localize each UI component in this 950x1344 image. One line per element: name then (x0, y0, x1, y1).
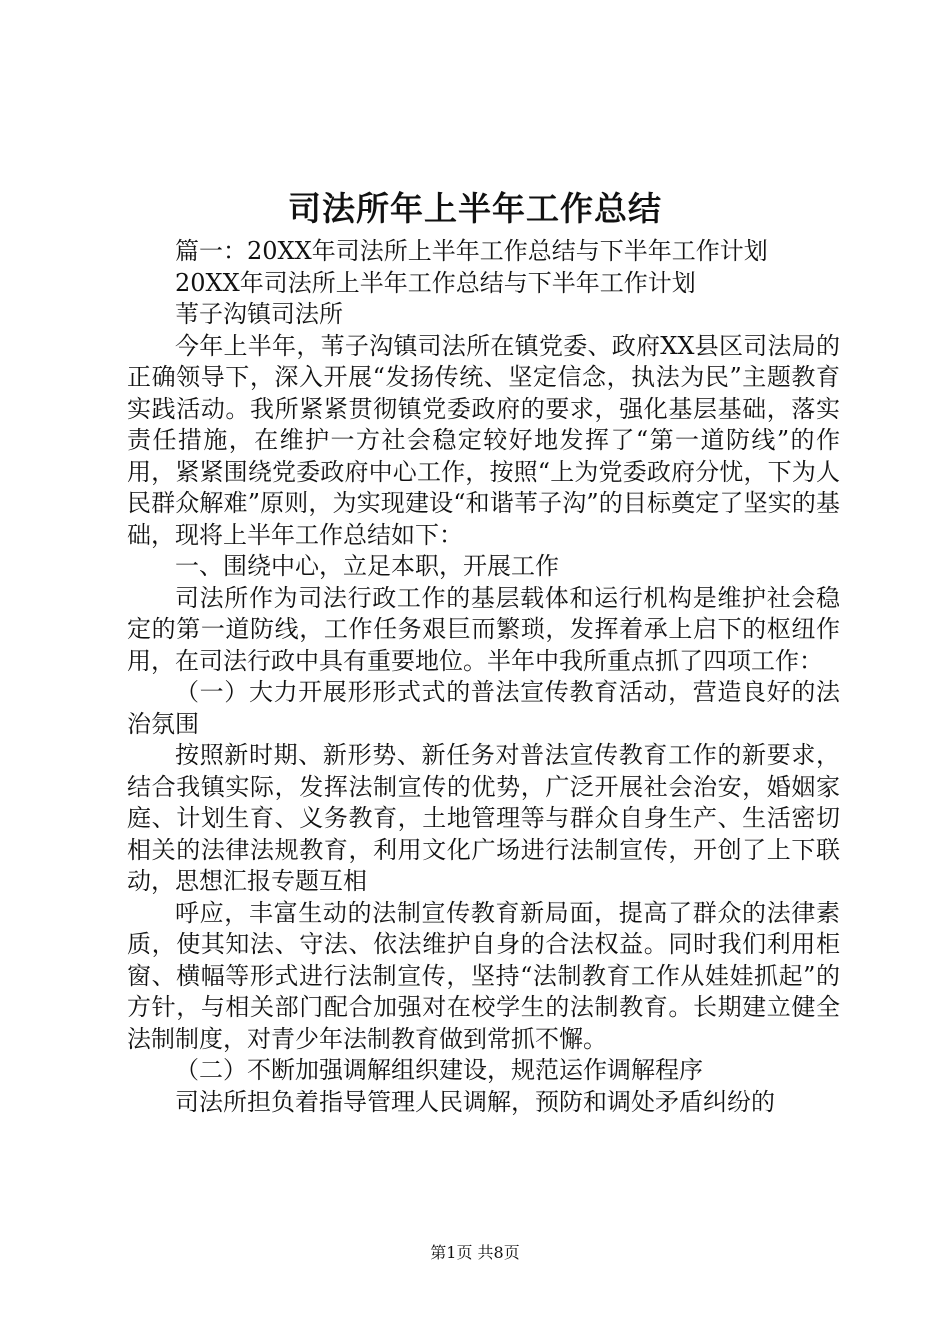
paragraph-legal-education: 按照新时期、新形势、新任务对普法宣传教育工作的新要求，结合我镇实际，发挥法制宣传的优势，广泛开展社会治安，婚姻家庭、计划生育、义务教育，土地管理等与群众自身生产、生活密切相关的法律法规教育，利用文化广场进行法制宣传，开创了上下联动，思想汇报专题互相 (127, 741, 840, 895)
paragraph-legal-education-cont: 呼应，丰富生动的法制宣传教育新局面，提高了群众的法律素质，使其知法、守法、依法维护自身的合法权益。同时我们利用柜窗、横幅等形式进行法制宣传，坚持“法制教育工作从娃娃抓起”的方针，与相关部门配合加强对在校学生的法制教育。长期建立健全法制制度，对青少年法制教育做到常抓不懈。 (127, 898, 840, 1053)
paragraph-section1-intro: 司法所作为司法行政工作的基层载体和运行机构是维护社会稳定的第一道防线，工作任务艰巨而繁琐，发挥着承上启下的枢纽作用，在司法行政中具有重要地位。半年中我所重点抓了四项工作： (127, 583, 840, 675)
document-body (127, 236, 840, 1118)
section-heading-1: 一、围绕中心，立足本职，开展工作 (175, 552, 559, 580)
paragraph-intro: 今年上半年，苇子沟镇司法所在镇党委、政府XX县区司法局的正确领导下，深入开展“发扬传统、坚定信念，执法为民”主题教育实践活动。我所紧紧贯彻镇党委政府的要求，强化基层基础，落实责任措施，在维护一方社会稳定较好地发挥了“第一道防线”的作用，紧紧围绕党委政府中心工作，按照“上为党委政府分忧，下为人民群众解难”原则，为实现建设“和谐苇子沟”的目标奠定了坚实的基础，现将上半年工作总结如下： (127, 331, 840, 549)
paragraph-heading-part1: 篇一：20XX年司法所上半年工作总结与下半年工作计划 (175, 237, 768, 265)
paragraph-author: 苇子沟镇司法所 (175, 300, 343, 328)
document-title: 司法所年上半年工作总结 (288, 189, 662, 228)
paragraph-subtitle: 20XX年司法所上半年工作总结与下半年工作计划 (175, 268, 696, 297)
subsection-heading-2: （二）不断加强调解组织建设，规范运作调解程序 (175, 1056, 703, 1084)
subsection-heading-1: （一）大力开展形形式式的普法宣传教育活动，营造良好的法治氛围 (127, 678, 840, 738)
page-footer: 第1页 共8页 (430, 1243, 520, 1262)
paragraph-mediation: 司法所担负着指导管理人民调解，预防和调处矛盾纠纷的 (175, 1087, 775, 1116)
